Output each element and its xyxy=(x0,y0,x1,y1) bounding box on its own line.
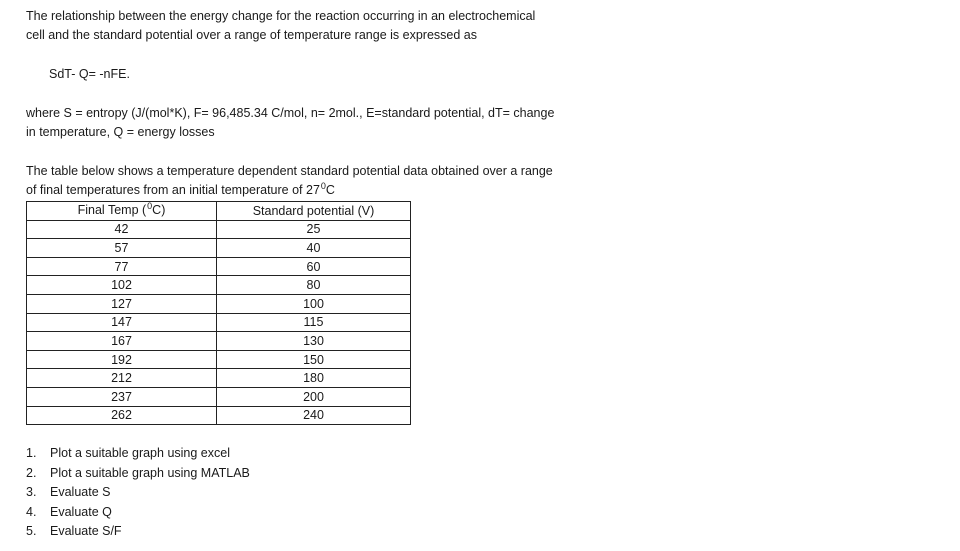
cell-final-temp: 192 xyxy=(27,350,217,369)
cell-standard-potential: 100 xyxy=(217,294,411,313)
intro-line-2: cell and the standard potential over a range of temperature range is expressed as xyxy=(26,28,477,42)
table-row xyxy=(27,350,411,369)
task-number: 1. xyxy=(26,446,37,460)
task-item xyxy=(26,522,250,542)
task-item xyxy=(26,464,250,484)
task-item xyxy=(26,503,250,523)
table-row xyxy=(27,369,411,388)
definitions-line-1: where S = entropy (J/(mol*K), F= 96,485.34 C/mol, n= 2mol., E=standard potential, dT= change xyxy=(26,106,555,120)
degree-mark: 0 xyxy=(320,181,326,191)
cell-final-temp: 212 xyxy=(27,369,217,388)
task-number: 4. xyxy=(26,504,37,519)
cell-standard-potential: 240 xyxy=(217,406,411,425)
cell-final-temp: 42 xyxy=(27,220,217,239)
task-text: Plot a suitable graph using MATLAB xyxy=(50,465,250,480)
cell-final-temp: 262 xyxy=(27,406,217,425)
cell-standard-potential: 130 xyxy=(217,332,411,351)
header-standard-potential: Standard potential (V) xyxy=(217,202,411,221)
cell-final-temp: 167 xyxy=(27,332,217,351)
task-number: 3. xyxy=(26,485,37,499)
temperature-potential-table xyxy=(26,201,411,425)
table-row xyxy=(27,294,411,313)
cell-standard-potential: 80 xyxy=(217,276,411,295)
cell-final-temp: 77 xyxy=(27,257,217,276)
table-row xyxy=(27,276,411,295)
cell-standard-potential: 150 xyxy=(217,350,411,369)
cell-standard-potential: 60 xyxy=(217,257,411,276)
table-intro-unit: C xyxy=(325,183,335,197)
degree-mark: 0 xyxy=(147,201,153,212)
header-final-temp: Final Temp ($^0$C) xyxy=(27,202,217,221)
cell-final-temp: 127 xyxy=(27,294,217,313)
intro-line-1: The relationship between the energy change for the reaction occurring in an electrochemical xyxy=(26,9,536,23)
task-number: 5. xyxy=(26,524,37,538)
task-text: Evaluate Q xyxy=(50,504,112,519)
task-text: Evaluate S/F xyxy=(50,524,122,538)
cell-final-temp: 237 xyxy=(27,387,217,406)
table-intro-line-2: of final temperatures from an initial temperature of 27 xyxy=(26,183,320,197)
cell-standard-potential: 180 xyxy=(217,369,411,388)
table-intro-line-1: The table below shows a temperature dependent standard potential data obtained over a range xyxy=(26,164,553,178)
table-row xyxy=(27,220,411,239)
table-row xyxy=(27,387,411,406)
cell-final-temp: 102 xyxy=(27,276,217,295)
cell-standard-potential: 200 xyxy=(217,387,411,406)
table-intro-paragraph xyxy=(26,162,626,201)
table-header-row xyxy=(27,202,411,221)
cell-final-temp: 57 xyxy=(27,239,217,258)
task-list xyxy=(26,444,250,542)
equation: SdT- Q= -nFE. xyxy=(49,67,130,81)
definitions-paragraph xyxy=(26,104,626,142)
cell-final-temp: 147 xyxy=(27,313,217,332)
task-text: Evaluate S xyxy=(50,485,111,499)
task-item xyxy=(26,444,250,464)
cell-standard-potential: 25 xyxy=(217,220,411,239)
table-row xyxy=(27,332,411,351)
cell-standard-potential: 40 xyxy=(217,239,411,258)
table-row xyxy=(27,313,411,332)
cell-standard-potential: 115 xyxy=(217,313,411,332)
definitions-line-2: in temperature, Q = energy losses xyxy=(26,125,215,139)
task-number: 2. xyxy=(26,465,37,480)
table-row xyxy=(27,406,411,425)
intro-paragraph xyxy=(26,7,626,45)
table-row xyxy=(27,257,411,276)
task-text: Plot a suitable graph using excel xyxy=(50,446,230,460)
table-row xyxy=(27,239,411,258)
task-item xyxy=(26,483,250,503)
